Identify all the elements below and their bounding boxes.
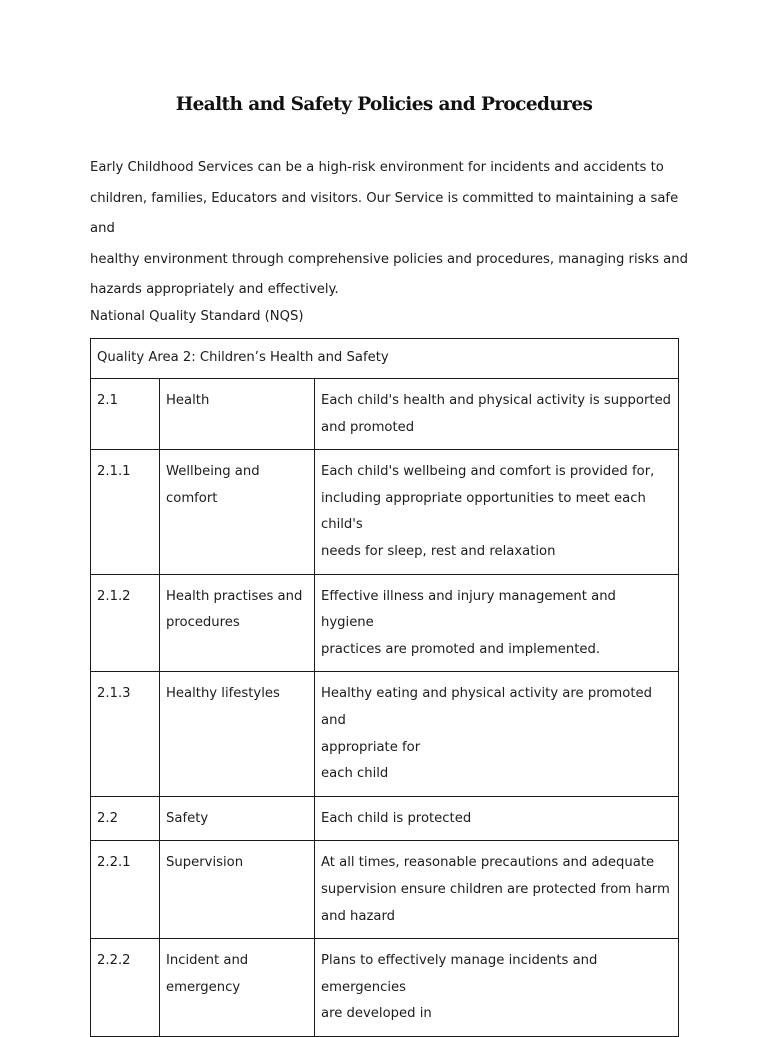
standard-description-cell — [315, 574, 679, 672]
nqs-table — [90, 338, 679, 1037]
nqs-label: National Quality Standard (NQS) — [90, 309, 304, 324]
intro-line: healthy environment through comprehensive policies and procedures, managing risks and — [90, 251, 688, 267]
table-header-row — [91, 339, 679, 379]
intro-paragraph — [90, 153, 690, 306]
standard-description-cell — [315, 672, 679, 796]
standard-description-line: Each child is protected — [321, 810, 472, 826]
standard-name-line: Wellbeing and — [166, 464, 260, 480]
table-row — [91, 796, 679, 841]
standard-name-line: Health — [166, 393, 210, 408]
standard-description-line: and promoted — [321, 419, 415, 435]
standard-description-cell — [315, 939, 679, 1037]
standard-description-cell — [315, 379, 679, 450]
standard-description-line: Plans to effectively manage incidents and emergencies — [321, 953, 598, 995]
standard-code-cell: 2.1.1 — [91, 450, 160, 574]
standard-description-cell — [315, 841, 679, 939]
table-row — [91, 939, 679, 1037]
standard-description-line: Each child's wellbeing and comfort is provided for, — [321, 464, 655, 480]
standard-name-cell — [160, 450, 315, 574]
standard-description-cell — [315, 796, 679, 841]
standard-name-line: Health practises and — [166, 588, 303, 604]
page-title: Health and Safety Policies and Procedures — [175, 94, 593, 115]
standard-name-cell — [160, 379, 315, 450]
standard-name-cell — [160, 939, 315, 1037]
standard-code-cell: 2.1.3 — [91, 672, 160, 796]
standard-name-cell — [160, 841, 315, 939]
standard-code-cell: 2.2.2 — [91, 939, 160, 1037]
intro-line: children, families, Educators and visitors. Our Service is committed to maintaining a safe and — [90, 190, 679, 237]
standard-description-line: Effective illness and injury management and hygiene — [321, 588, 616, 631]
standard-code-cell: 2.1.2 — [91, 574, 160, 672]
standard-name-cell — [160, 672, 315, 796]
standard-description-line: needs for sleep, rest and relaxation — [321, 543, 556, 559]
table-row — [91, 379, 679, 450]
standard-name-line: comfort — [166, 490, 218, 506]
standard-description-line: At all times, reasonable precautions and adequate — [321, 855, 655, 871]
table-row — [91, 672, 679, 796]
standard-code-cell: 2.2 — [91, 796, 160, 841]
table-row — [91, 574, 679, 672]
standard-name-line: Supervision — [166, 855, 244, 871]
standard-description-line: are developed in — [321, 1006, 432, 1022]
standard-name-cell — [160, 796, 315, 841]
standard-code-cell: 2.1 — [91, 379, 160, 450]
standard-code-cell: 2.2.1 — [91, 841, 160, 939]
standard-description-line: including appropriate opportunities to meet each child's — [321, 490, 646, 533]
standard-name-line: emergency — [166, 979, 241, 995]
standard-description-line: appropriate for — [321, 739, 421, 755]
intro-line: Early Childhood Services can be a high-risk environment for incidents and accidents to — [90, 160, 664, 175]
standard-name-line: Safety — [166, 810, 209, 826]
standard-description-line: practices are promoted and implemented. — [321, 641, 601, 657]
standard-name-line: Incident and — [166, 953, 249, 969]
standard-description-line: each child — [321, 766, 389, 782]
standard-description-cell — [315, 450, 679, 574]
standard-description-line: Healthy eating and physical activity are promoted and — [321, 686, 652, 728]
quality-area-header: Quality Area 2: Children’s Health and Safety — [91, 339, 679, 379]
standard-name-cell — [160, 574, 315, 672]
standard-description-line: and hazard — [321, 908, 396, 924]
table-row — [91, 841, 679, 939]
standard-name-line: Healthy lifestyles — [166, 686, 280, 702]
standard-name-line: procedures — [166, 615, 240, 631]
intro-line: hazards appropriately and effectively. — [90, 282, 339, 298]
table-body — [91, 379, 679, 1037]
table-row — [91, 450, 679, 574]
standard-description-line: supervision ensure children are protected from harm — [321, 881, 670, 897]
standard-description-line: Each child's health and physical activity is supported — [321, 393, 672, 408]
